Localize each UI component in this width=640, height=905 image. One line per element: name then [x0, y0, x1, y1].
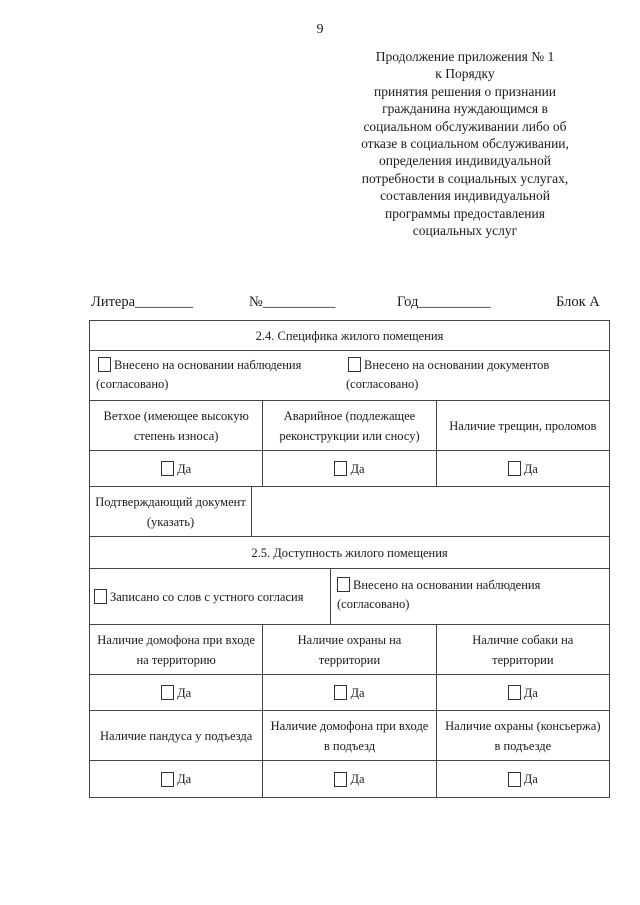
appendix-line: Продолжение приложения № 1: [375, 49, 555, 64]
col-ramp: Наличие пандуса у подъезда: [90, 711, 263, 760]
checkbox[interactable]: [337, 577, 350, 592]
checkbox[interactable]: [334, 685, 347, 700]
section-title: 2.5. Доступность жилого помещения: [251, 545, 448, 560]
checkbox[interactable]: [161, 685, 174, 700]
appendix-line: определения индивидуальной: [379, 153, 551, 169]
option-observation[interactable]: Внесено на основании наблюдения (согласовано): [337, 578, 541, 611]
confirm-doc-label: Подтверждающий документ (указать): [90, 487, 252, 536]
page-number: 9: [316, 22, 324, 37]
access-header-row: [90, 625, 609, 675]
year-field[interactable]: Год__________: [397, 294, 491, 310]
confirm-doc-row: [90, 487, 609, 537]
col-dog-territory: Наличие собаки на территории: [472, 632, 574, 667]
appendix-line: социальном обслуживании либо об: [363, 118, 567, 134]
yes-option[interactable]: Да: [90, 761, 263, 797]
checkbox[interactable]: [161, 461, 174, 476]
form-header: [91, 294, 611, 314]
access-header-row: [90, 711, 609, 761]
yes-option[interactable]: Да: [90, 675, 263, 710]
litera-field[interactable]: Литера________: [91, 294, 194, 310]
source-options-row: [90, 569, 609, 625]
checkbox[interactable]: [98, 357, 111, 372]
yes-option[interactable]: Да: [90, 451, 263, 486]
source-options-row: [90, 351, 609, 401]
appendix-line: гражданина нуждающимся в: [382, 101, 548, 117]
col-guard-territory: Наличие охраны на территории: [263, 625, 436, 674]
checkbox[interactable]: [508, 461, 521, 476]
section-title-row: [90, 537, 609, 569]
yes-option[interactable]: Да: [263, 761, 436, 797]
col-cracks: Наличие трещин, проломов: [449, 418, 597, 433]
yes-option[interactable]: Да: [437, 675, 609, 710]
option-observation[interactable]: Внесено на основании наблюдения (согласовано): [96, 358, 302, 391]
checkbox[interactable]: [334, 772, 347, 787]
col-intercom-entrance: Наличие домофона при входе в подъезд: [263, 711, 436, 760]
yes-option[interactable]: Да: [437, 451, 609, 486]
appendix-line: потребности в социальных услугах,: [361, 170, 569, 186]
appendix-line: отказе в социальном обслуживании,: [361, 136, 569, 152]
block-label: Блок А: [556, 294, 600, 310]
option-verbal[interactable]: Записано со слов с устного согласия: [90, 569, 331, 624]
col-emergency: Аварийное (подлежащее реконструкции или сносу): [263, 401, 436, 450]
col-intercom-territory: Наличие домофона при входе на территорию: [90, 625, 263, 674]
yes-option[interactable]: Да: [263, 451, 436, 486]
checkbox[interactable]: [94, 589, 107, 604]
assessment-table: [89, 320, 610, 798]
checkbox[interactable]: [161, 772, 174, 787]
access-yes-row: [90, 675, 609, 711]
appendix-caption: [335, 48, 595, 239]
number-field[interactable]: №__________: [249, 294, 336, 310]
condition-header-row: [90, 401, 609, 451]
appendix-line: принятия решения о признании: [373, 83, 557, 99]
yes-option[interactable]: Да: [437, 761, 609, 797]
checkbox[interactable]: [508, 772, 521, 787]
yes-option[interactable]: Да: [263, 675, 436, 710]
condition-yes-row: [90, 451, 609, 487]
section-title: 2.4. Специфика жилого помещения: [255, 328, 444, 343]
access-yes-row: [90, 761, 609, 797]
col-dilapidated: Ветхое (имеющее высокую степень износа): [90, 401, 263, 450]
section-title-row: [90, 321, 609, 351]
appendix-line: составления индивидуальной: [380, 188, 550, 204]
checkbox[interactable]: [334, 461, 347, 476]
appendix-line: социальных услуг: [412, 223, 518, 239]
checkbox[interactable]: [348, 357, 361, 372]
confirm-doc-input[interactable]: [252, 487, 609, 536]
appendix-line: к Порядку: [435, 66, 495, 82]
col-concierge: Наличие охраны (консьержа) в подъезде: [445, 718, 601, 753]
checkbox[interactable]: [508, 685, 521, 700]
appendix-line: программы предоставления: [385, 205, 545, 221]
option-documents[interactable]: Внесено на основании документов (согласовано): [346, 358, 550, 391]
